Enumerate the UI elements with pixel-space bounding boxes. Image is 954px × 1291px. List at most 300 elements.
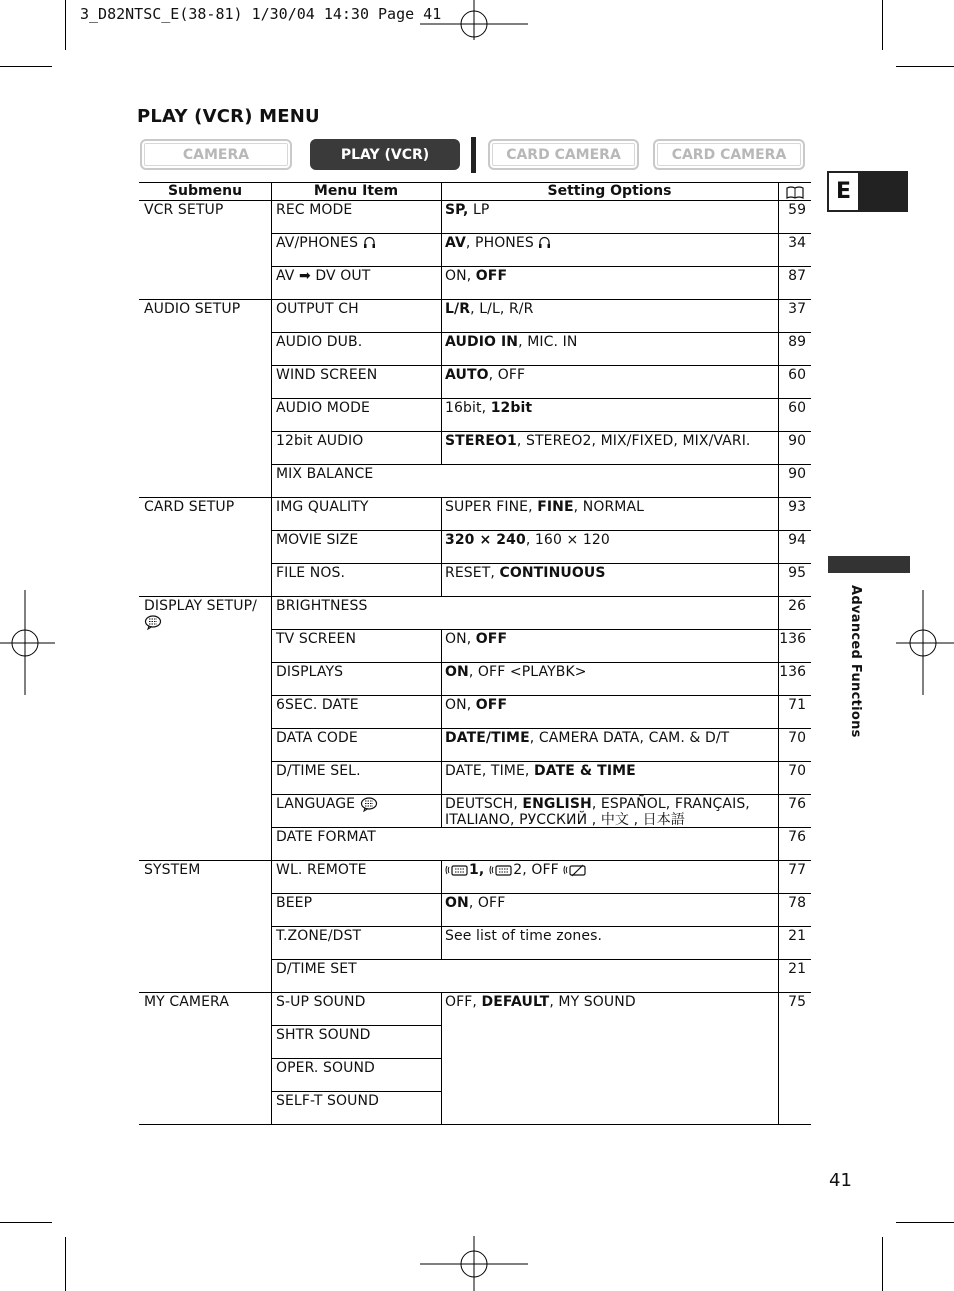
table-rule	[778, 431, 779, 464]
menu-item	[276, 1060, 375, 1076]
option-text: , MIC. IN	[518, 334, 578, 350]
table-rule	[778, 662, 779, 695]
menu-item	[276, 367, 377, 383]
submenu-label	[144, 301, 240, 317]
page-reference: 95	[788, 565, 806, 581]
menu-item	[276, 664, 343, 680]
table-rule	[441, 299, 442, 332]
table-rule	[271, 728, 811, 729]
menu-item-label: D/TIME SEL.	[276, 763, 361, 779]
speech-bubble-icon	[360, 797, 378, 812]
menu-item	[276, 796, 378, 812]
page-reference: 21	[788, 928, 806, 944]
submenu-label	[144, 499, 234, 515]
table-rule	[778, 497, 779, 530]
table-rule	[778, 761, 779, 794]
table-rule	[441, 992, 442, 1025]
table-rule	[139, 596, 811, 597]
setting-options	[445, 499, 644, 515]
option-text: , STEREO2, MIX/FIXED, MIX/VARI.	[516, 433, 751, 449]
tab-play-vcr[interactable]: PLAY (VCR)	[310, 139, 460, 170]
registration-mark-right	[896, 590, 954, 695]
menu-item	[276, 202, 352, 218]
table-rule	[441, 398, 442, 431]
registration-mark-bottom	[420, 1236, 530, 1291]
option-text: RESET,	[445, 565, 500, 581]
table-rule	[778, 299, 779, 332]
menu-item	[276, 829, 376, 845]
table-rule	[271, 695, 811, 696]
menu-item	[276, 961, 357, 977]
table-rule	[271, 629, 811, 630]
menu-item-label: WL. REMOTE	[276, 862, 367, 878]
menu-item-label: 6SEC. DATE	[276, 697, 359, 713]
menu-item	[276, 433, 363, 449]
crop-mark	[882, 0, 883, 50]
table-rule	[441, 365, 442, 398]
table-rule	[778, 365, 779, 398]
page-reference: 70	[788, 763, 806, 779]
menu-item-label: AV ➡ DV OUT	[276, 268, 371, 284]
setting-options	[445, 631, 507, 647]
table-rule	[441, 662, 442, 695]
table-rule	[441, 926, 442, 959]
table-rule	[778, 530, 779, 563]
page-reference: 136	[779, 664, 806, 680]
setting-options	[445, 400, 532, 416]
submenu-text: AUDIO SETUP	[144, 301, 241, 317]
table-rule	[271, 893, 811, 894]
table-rule	[271, 332, 811, 333]
setting-options	[445, 433, 750, 449]
language-tab-letter: E	[829, 173, 858, 210]
option-default: OFF	[475, 631, 508, 647]
table-rule	[271, 233, 272, 266]
menu-item-label: 12bit AUDIO	[276, 433, 364, 449]
tab-card-camera-2[interactable]: CARD CAMERA	[653, 139, 805, 170]
table-rule	[441, 530, 442, 563]
option-text: , MY SOUND	[549, 994, 636, 1010]
crop-mark	[0, 1222, 52, 1223]
page-reference: 76	[788, 796, 806, 812]
menu-item	[276, 763, 361, 779]
registration-mark-left	[0, 590, 55, 695]
crop-mark	[0, 66, 52, 67]
table-rule	[271, 200, 272, 233]
table-rule	[271, 695, 272, 728]
menu-item-label: AUDIO MODE	[276, 400, 370, 416]
setting-options	[445, 664, 587, 680]
table-rule	[271, 794, 272, 827]
menu-item-label: REC MODE	[276, 202, 353, 218]
option-default: 320 × 240	[445, 532, 526, 548]
page-reference: 21	[788, 961, 806, 977]
submenu-text: MY CAMERA	[144, 994, 229, 1010]
submenu-text: DISPLAY SETUP/	[144, 598, 257, 614]
table-rule	[778, 1058, 779, 1091]
table-rule	[271, 365, 811, 366]
option-text: ON,	[445, 631, 476, 647]
crop-mark	[65, 0, 66, 50]
table-rule	[271, 1058, 441, 1059]
section-bar	[828, 556, 910, 573]
table-rule	[778, 728, 779, 761]
table-rule	[441, 563, 442, 596]
page-reference: 75	[788, 994, 806, 1010]
menu-item-label: D/TIME SET	[276, 961, 357, 977]
menu-item-label: SELF-T SOUND	[276, 1093, 379, 1109]
table-rule	[271, 530, 811, 531]
menu-item-label: LANGUAGE	[276, 796, 356, 812]
table-rule	[441, 629, 442, 662]
print-header: 3_D82NTSC_E(38-81) 1/30/04 14:30 Page 41	[80, 5, 442, 23]
table-rule	[271, 1091, 441, 1092]
section-label: Advanced Functions	[848, 585, 863, 738]
table-rule	[271, 431, 272, 464]
menu-item-label: DATA CODE	[276, 730, 358, 746]
setting-options	[445, 862, 587, 878]
option-default: OFF	[475, 697, 508, 713]
option-default: 1,	[469, 862, 490, 878]
table-rule	[271, 530, 272, 563]
option-default: STEREO1	[445, 433, 517, 449]
page-title: PLAY (VCR) MENU	[137, 106, 320, 127]
tab-camera[interactable]: CAMERA	[140, 139, 292, 170]
table-rule	[778, 332, 779, 365]
table-rule	[778, 398, 779, 431]
table-rule	[778, 233, 779, 266]
header-submenu: Submenu	[167, 183, 243, 199]
setting-options	[445, 730, 729, 746]
table-rule	[441, 200, 442, 233]
page-reference: 89	[788, 334, 806, 350]
page-number: 41	[829, 1170, 852, 1191]
table-rule	[271, 431, 811, 432]
setting-options	[445, 235, 551, 251]
table-rule	[271, 959, 272, 992]
table-rule	[139, 182, 811, 183]
setting-options	[445, 268, 507, 284]
table-rule	[441, 1025, 442, 1058]
option-default: ON	[445, 895, 469, 911]
page-reference: 70	[788, 730, 806, 746]
page-reference: 77	[788, 862, 806, 878]
menu-item	[276, 598, 367, 614]
submenu-label	[144, 994, 229, 1010]
table-rule	[271, 662, 272, 695]
option-default: ENGLISH	[522, 796, 592, 812]
table-rule	[778, 959, 779, 992]
option-text: OFF,	[445, 994, 482, 1010]
table-rule	[271, 662, 811, 663]
submenu-text: VCR SETUP	[144, 202, 224, 218]
menu-item	[276, 532, 358, 548]
tab-card-camera[interactable]: CARD CAMERA	[488, 139, 639, 170]
table-rule	[271, 959, 811, 960]
table-rule	[271, 233, 811, 234]
setting-options	[445, 334, 577, 350]
table-rule	[271, 761, 272, 794]
menu-item-label: AUDIO DUB.	[276, 334, 363, 350]
menu-item-label: BEEP	[276, 895, 313, 911]
table-rule	[441, 695, 442, 728]
table-rule	[441, 1091, 442, 1124]
table-rule	[778, 596, 779, 629]
table-rule	[271, 1091, 272, 1124]
table-rule	[271, 761, 811, 762]
option-default: DATE & TIME	[534, 763, 636, 779]
menu-item	[276, 301, 359, 317]
setting-options	[445, 565, 606, 581]
table-rule	[271, 794, 811, 795]
header-setting-options: Setting Options	[547, 183, 672, 199]
setting-options	[445, 697, 507, 713]
remote-icon	[445, 863, 469, 877]
table-rule	[271, 464, 811, 465]
setting-options	[445, 763, 636, 779]
option-text: , ESPAÑOL, FRANÇAIS,	[591, 796, 750, 812]
option-default: AUDIO IN	[445, 334, 519, 350]
menu-item	[276, 235, 376, 251]
page-reference: 26	[788, 598, 806, 614]
headphones-icon	[538, 236, 551, 250]
option-text: SUPER FINE,	[445, 499, 538, 515]
menu-item-label: T.ZONE/DST	[276, 928, 362, 944]
crop-mark	[896, 66, 954, 67]
table-rule	[271, 563, 272, 596]
registration-mark-top	[420, 0, 530, 40]
speech-bubble-icon	[144, 615, 162, 630]
option-text: ON,	[445, 697, 476, 713]
page-reference: 76	[788, 829, 806, 845]
option-text: , 160 × 120	[525, 532, 610, 548]
menu-item	[276, 895, 312, 911]
table-rule	[271, 563, 811, 564]
menu-item	[276, 730, 358, 746]
table-rule	[271, 926, 811, 927]
table-rule	[778, 893, 779, 926]
table-rule	[441, 1058, 442, 1091]
page-reference: 60	[788, 367, 806, 383]
option-text: , PHONES	[465, 235, 534, 251]
setting-options	[445, 895, 505, 911]
table-rule	[271, 497, 272, 530]
option-default: AUTO	[445, 367, 489, 383]
table-rule	[778, 1025, 779, 1058]
menu-item-label: OPER. SOUND	[276, 1060, 375, 1076]
page-reference: 136	[779, 631, 806, 647]
option-default: 12bit	[490, 400, 533, 416]
setting-options	[445, 994, 636, 1010]
menu-item-label: S-UP SOUND	[276, 994, 366, 1010]
page-reference: 59	[788, 202, 806, 218]
menu-item-label: MOVIE SIZE	[276, 532, 359, 548]
option-text: ITALIANO, РУССКИЙ , 中文 , 日本語	[445, 812, 685, 828]
menu-item-label: OUTPUT CH	[276, 301, 359, 317]
setting-options	[445, 928, 602, 944]
table-rule	[271, 992, 272, 1025]
table-rule	[778, 266, 779, 299]
setting-options	[445, 301, 533, 317]
menu-item	[276, 400, 370, 416]
crop-mark	[896, 1222, 954, 1223]
page-reference: 93	[788, 499, 806, 515]
option-text: LP	[468, 202, 490, 218]
table-rule	[271, 398, 272, 431]
table-rule	[778, 182, 779, 200]
menu-item	[276, 466, 373, 482]
remote-off-icon	[563, 863, 587, 877]
table-rule	[778, 1091, 779, 1124]
page-reference: 87	[788, 268, 806, 284]
table-rule	[139, 497, 811, 498]
headphones-icon	[363, 236, 376, 250]
option-text: , OFF	[488, 367, 526, 383]
menu-item	[276, 565, 345, 581]
menu-item	[276, 1093, 379, 1109]
menu-item	[276, 631, 356, 647]
table-rule	[778, 563, 779, 596]
header-menu-item: Menu Item	[313, 183, 399, 199]
table-rule	[271, 1025, 441, 1026]
option-text: , NORMAL	[573, 499, 645, 515]
setting-options	[445, 367, 525, 383]
menu-item	[276, 499, 368, 515]
option-default: AV	[445, 235, 466, 251]
menu-item	[276, 862, 367, 878]
menu-item-label: IMG QUALITY	[276, 499, 369, 515]
menu-item-label: BRIGHTNESS	[276, 598, 368, 614]
page-reference: 90	[788, 466, 806, 482]
table-rule	[271, 1058, 272, 1091]
table-rule	[139, 299, 811, 300]
table-rule	[271, 266, 811, 267]
table-rule	[441, 233, 442, 266]
table-rule	[271, 860, 272, 893]
tab-separator	[471, 137, 476, 173]
table-rule	[441, 893, 442, 926]
option-text: DEUTSCH,	[445, 796, 523, 812]
table-rule	[271, 1025, 272, 1058]
crop-mark	[882, 1237, 883, 1291]
table-rule	[778, 992, 779, 1025]
table-rule	[271, 398, 811, 399]
menu-item	[276, 928, 361, 944]
table-rule	[271, 299, 272, 332]
table-rule	[271, 629, 272, 662]
option-text: , CAMERA DATA, CAM. & D/T	[529, 730, 730, 746]
option-default: CONTINUOUS	[499, 565, 606, 581]
crop-mark	[65, 1237, 66, 1291]
table-rule	[778, 860, 779, 893]
option-text: , OFF	[468, 895, 506, 911]
table-rule	[441, 431, 442, 464]
option-text: 2, OFF	[513, 862, 559, 878]
table-rule	[441, 332, 442, 365]
table-rule	[778, 464, 779, 497]
option-text: ON,	[445, 268, 476, 284]
page-reference: 71	[788, 697, 806, 713]
submenu-text: CARD SETUP	[144, 499, 235, 515]
table-rule	[271, 728, 272, 761]
table-rule	[139, 992, 811, 993]
option-default: L/R	[445, 301, 471, 317]
menu-item-label: FILE NOS.	[276, 565, 346, 581]
table-rule	[271, 926, 272, 959]
table-rule	[271, 827, 272, 860]
submenu-label	[144, 202, 223, 218]
menu-item	[276, 1027, 371, 1043]
table-rule	[778, 629, 779, 662]
table-rule	[271, 596, 272, 629]
page-reference: 90	[788, 433, 806, 449]
menu-item-label: MIX BALANCE	[276, 466, 374, 482]
header-page	[778, 184, 811, 200]
table-rule	[778, 926, 779, 959]
option-text: 16bit,	[445, 400, 491, 416]
menu-item-label: DATE FORMAT	[276, 829, 376, 845]
option-default: DATE/TIME	[445, 730, 530, 746]
menu-item-label: TV SCREEN	[276, 631, 357, 647]
option-default: FINE	[537, 499, 574, 515]
table-rule	[139, 1124, 811, 1125]
table-rule	[778, 695, 779, 728]
table-rule	[441, 761, 442, 794]
setting-options	[445, 796, 750, 828]
table-rule	[271, 182, 272, 200]
option-text: , L/L, R/R	[470, 301, 534, 317]
menu-item-label: AV/PHONES	[276, 235, 359, 251]
page-reference: 34	[788, 235, 806, 251]
table-rule	[271, 365, 272, 398]
option-default: OFF	[475, 268, 508, 284]
menu-item	[276, 994, 365, 1010]
option-default: ON	[445, 664, 469, 680]
table-rule	[271, 266, 272, 299]
submenu-label	[144, 862, 200, 878]
option-default: SP,	[445, 202, 469, 218]
setting-options	[445, 532, 610, 548]
table-rule	[139, 200, 811, 201]
table-rule	[441, 794, 442, 827]
setting-options	[445, 202, 489, 218]
page-reference: 78	[788, 895, 806, 911]
menu-item	[276, 268, 370, 284]
table-rule	[139, 860, 811, 861]
table-rule	[271, 332, 272, 365]
submenu-label	[144, 598, 257, 630]
option-text: See list of time zones.	[445, 928, 603, 944]
book-icon	[786, 186, 804, 199]
table-rule	[778, 794, 779, 827]
menu-item-label: WIND SCREEN	[276, 367, 378, 383]
table-rule	[778, 200, 779, 233]
option-text: , OFF <PLAYBK>	[468, 664, 587, 680]
page-reference: 60	[788, 400, 806, 416]
table-rule	[778, 827, 779, 860]
page-reference: 94	[788, 532, 806, 548]
table-rule	[271, 893, 272, 926]
table-rule	[441, 497, 442, 530]
table-rule	[441, 860, 442, 893]
menu-item	[276, 697, 359, 713]
remote-icon	[489, 863, 513, 877]
table-rule	[271, 464, 272, 497]
table-rule	[441, 266, 442, 299]
table-rule	[441, 728, 442, 761]
option-text: DATE, TIME,	[445, 763, 535, 779]
menu-item	[276, 334, 362, 350]
